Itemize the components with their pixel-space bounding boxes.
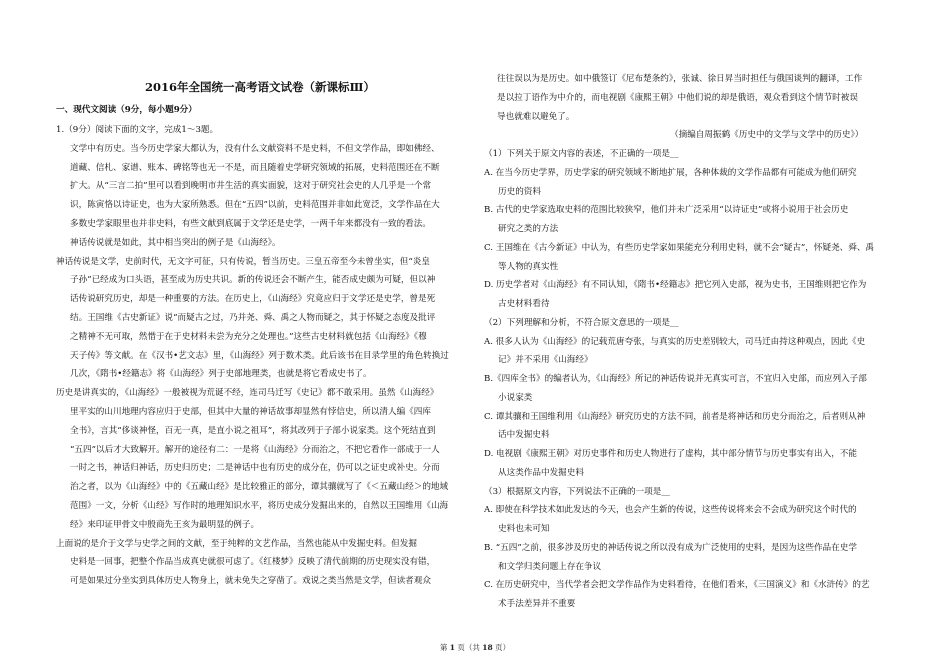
right-line: A. 在当今历史学界，历史学家的研究领域不断地扩展，各种体裁的文学作品都有可能成为他们研究 xyxy=(484,167,857,178)
left-line: 历史是讲真实的，《山海经》一般被视为荒诞不经，连司马迁写《史记》都不敢采用。虽然《山海经》 xyxy=(56,388,439,399)
left-line: 里平实的山川地理内容应归于史部，但其中大量的神话故事却显然有悖信史，所以清人编《四库 xyxy=(70,407,431,417)
right-line: 古史材料看待 xyxy=(498,299,550,309)
right-line: C. 王国维在《古今新证》中认为，有些历史学家如果能充分利用史料，就不会“疑古”，怀疑尧、舜、禹 xyxy=(484,242,875,253)
right-line: 记》并不采用《山海经》 xyxy=(498,355,593,366)
right-line: B. 古代的史学家选取史料的范围比较狭窄，他们并未广泛采用“以诗证史”或将小说用于社会历史 xyxy=(484,205,849,216)
left-line: 神话传说就是如此，其中相当突出的例子是《山海经》。 xyxy=(70,237,281,248)
right-line: 史料也未可知 xyxy=(498,524,550,534)
left-line: 之精神不无可取，然惜于在于史材料未尝为充分之处理也。”这些古史材料就包括《山海经》《穆 xyxy=(70,331,427,342)
right-line: 术手法差异并不重要 xyxy=(498,599,576,609)
left-line: 神话传说是文学，史前时代，无文字可征，只有传说，暂当历史。三皇五帝至今未曾坐实，但“炎皇 xyxy=(56,256,430,267)
left-line: 史料是一回事，把整个作品当成真史就很可虑了。《红楼梦》反映了清代前期的历史现实没有错， xyxy=(70,557,436,568)
right-line: （3）根据原文内容，下列说法不正确的一项是__ xyxy=(484,486,670,497)
left-line: 子孙”已经成为口头语，甚至成为历史共识。新的传说还会不断产生，能否成史颇为可疑，但以神 xyxy=(70,275,436,286)
right-line: A. 很多人认为《山海经》的记载荒唐夸张，与真实的历史差别较大，司马迁由持这种观点，因此《史 xyxy=(484,336,866,347)
left-line: 范围》一文，分析《山经》写作时的地理知识水平，将历史成分发掘出来的，自然以王国维用《山海 xyxy=(70,501,449,511)
left-line: 上面说的是介于文学与史学之间的文献，至于纯粹的文艺作品，当然也能从中发掘史料。但发掘 xyxy=(56,538,417,549)
left-line: 经》来印证甲骨文中殷商先王亥为最明显的例子。 xyxy=(70,519,260,530)
footer-middle: 页（共 xyxy=(457,643,480,652)
footer-page-number: 1 xyxy=(449,643,455,652)
left-line: 识，陈寅恪以诗证史，也为大家所熟悉。但在“五四”以前，史料范围并非如此宽泛，文学作品在大 xyxy=(70,200,440,211)
left-line: 话传说研究历史，却是一种重要的方法。在历史上，《山海经》究竟应归于文学还是史学，曾是死 xyxy=(70,294,436,305)
footer-suffix: 页） xyxy=(495,643,511,652)
right-line: （摘编自周振鹤《历史中的文学与文学中的历史》） xyxy=(670,130,864,141)
right-line: 小说家类 xyxy=(498,392,533,403)
right-line: B. “五四”之前，很多涉及历史的神话传说之所以没有成为广泛使用的史料，是因为这些作品在史学 xyxy=(484,542,857,553)
right-line: 研究之类的方法 xyxy=(498,224,559,234)
left-line: 天子传》等文献。在《汉书•艺文志》里，《山海经》列于数术类。此后该书在目录学里的角色转换过 xyxy=(70,350,449,361)
right-line: C. 在历史研究中，当代学者会把文学作品作为史料看待，在他们看来，《三国演义》和《水浒传》的艺 xyxy=(484,580,870,591)
left-line: 全书》，言其“侈谈神怪，百无一真，是直小说之祖耳”，将其改列于子部小说家类。这个死结直到 xyxy=(70,425,436,436)
left-line: 治之者，以为《山海经》中的《五藏山经》是比较雅正的部分，谭其骧就写了《＜五藏山经＞的地域 xyxy=(70,482,449,493)
right-line: 历史的资料 xyxy=(498,186,541,197)
left-line: 道藏、信札、家谱、账本、碑铭等也无一不是，而且随着史学研究领域的拓展，史料范围还在不断 xyxy=(70,162,440,173)
right-line: 和文学归类问题上存在争议 xyxy=(498,561,602,572)
right-line: B.《四库全书》的编者认为，《山海经》所记的神话传说并无真实可言，不宜归入史部，而应列入子部 xyxy=(484,374,867,384)
right-line: 话中发掘史料 xyxy=(498,430,550,441)
right-line: 等人物的真实性 xyxy=(498,261,559,272)
left-line: 结。王国维《古史新证》说“而疑古之过，乃并尧、舜、禹之人物而疑之，其于怀疑之态度及批评 xyxy=(70,313,436,323)
section-heading: 一、现代文阅读（9分，每小题9分） xyxy=(56,105,197,115)
right-line: C. 谭其骧和王国维利用《山海经》研究历史的方法不同，前者是将神话和历史分而治之，后者则从神 xyxy=(484,411,866,422)
page-footer xyxy=(0,643,950,653)
left-line: 多数史学家眼里也并非史料，有些文献到底属于文学还是史学，一两千年来都没有一致的看法。 xyxy=(70,219,431,229)
right-line: D. 电视剧《康熙王朝》对历史事件和历史人物进行了虚构，其中部分情节与历史事实有出入，不能 xyxy=(484,449,857,459)
left-line: 几次，《隋书•经籍志》将《山海经》列于史部地理类，也就是将它看成史书了。 xyxy=(70,369,372,380)
right-line: （2）下列理解和分析，不符合原文意思的一项是__ xyxy=(484,317,679,328)
right-line: （1）下列关于原文内容的表述，不正确的一项是__ xyxy=(484,149,679,159)
right-line: D. 历史学者对《山海经》有不同认知，《隋书•经籍志》把它列入史部，视为史书，王国维则把它作为 xyxy=(484,280,867,291)
exam-title: 2016年全国统一高考语文试卷（新课标Ⅲ） xyxy=(144,80,375,94)
footer-prefix: 第 xyxy=(439,643,448,652)
left-line: 1.（9分）阅读下面的文字，完成1～3题。 xyxy=(56,125,219,135)
left-line: 文学中有历史。当今历史学家大都认为，没有什么文献资料不是史料，不但文学作品，即如佛经、 xyxy=(70,143,440,154)
right-line: 导也就难以避免了。 xyxy=(497,111,575,122)
left-line: “五四”以后才大致解开。解开的途径有二：一是将《山海经》分而治之，不把它看作一部成于一人 xyxy=(70,444,440,455)
right-line: 从这类作品中发掘史料 xyxy=(498,467,584,478)
left-line: 扩大。从“三言二拍”里可以看到晚明市井生活的真实面貌，这对于研究社会史的人几乎是一个常 xyxy=(70,181,432,192)
right-line: A. 即使在科学技术如此发达的今天，也会产生新的传说，这些传说将来会不会成为研究这个时代的 xyxy=(484,505,857,516)
right-line: 是以拉丁语作为中介的，而电视剧《康熙王朝》中他们说的却是俄语，观众看到这个情节时被误 xyxy=(497,92,858,103)
footer-total-pages: 18 xyxy=(482,643,493,652)
left-line: 一时之书，神话归神话，历史归历史；二是神话中也有历史的成分在，仍可以之证史或补史。分而 xyxy=(70,463,440,474)
right-line: 往往误以为是历史。如中俄签订《尼布楚条约》，张诚、徐日昇当时担任与俄国谈判的翻译，工作 xyxy=(497,74,863,84)
left-line: 可是如果过分坐实到具体历史人物身上，就未免失之穿凿了。戏说之类当然是文学，但读者观众 xyxy=(70,576,431,587)
